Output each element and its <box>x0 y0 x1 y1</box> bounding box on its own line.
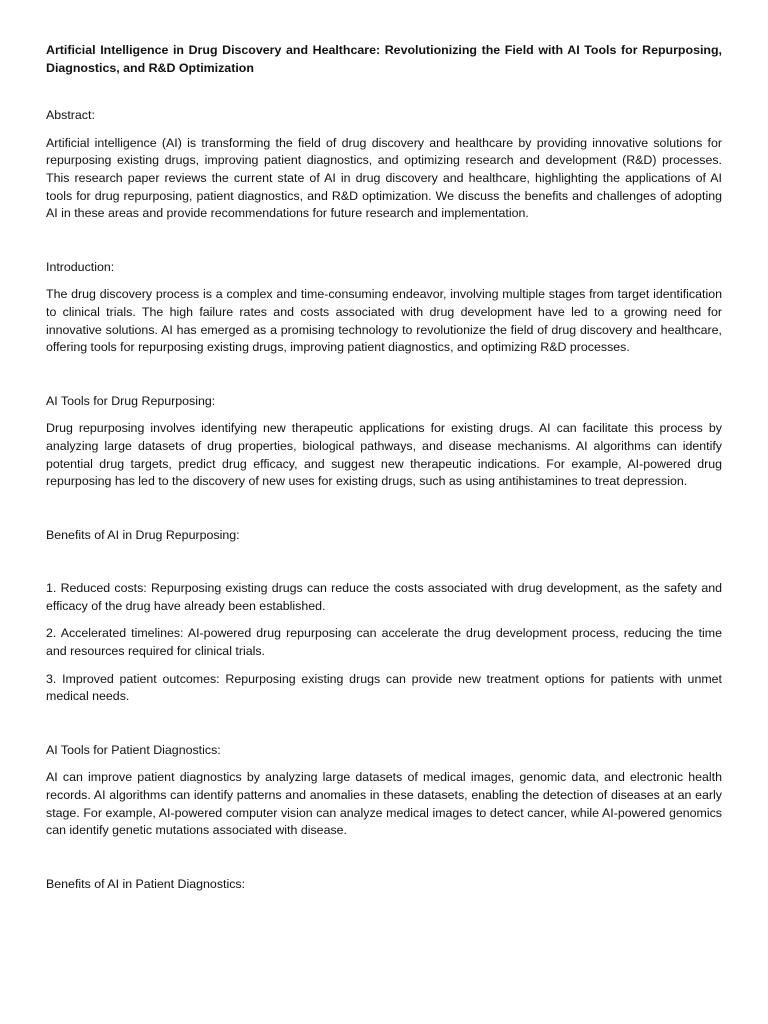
spacer <box>46 77 722 107</box>
spacer <box>46 661 722 671</box>
spacer <box>46 357 722 393</box>
repurposing-benefits-heading: Benefits of AI in Drug Repurposing: <box>46 527 240 542</box>
spacer <box>46 223 722 259</box>
spacer <box>46 544 722 580</box>
spacer <box>46 615 722 625</box>
introduction-paragraph: The drug discovery process is a complex and time-consuming endeavor, involving multiple stages from target identification to clinical trials. The high failure rates and costs associated with drug development have led to a growing need for innovative solutions. AI has emerged as a promising technology to revolutionize the field of drug discovery and healthcare, offering tools for repurposing existing drugs, improving patient diagnostics, and optimizing R&D processes. <box>46 287 722 355</box>
repurposing-paragraph: Drug repurposing involves identifying new therapeutic applications for existing drugs. AI can facilitate this process by analyzing large datasets of drug properties, biological pathways, and disease mechanisms. AI algorithms can identify potential drug targets, predict drug efficacy, and suggest new therapeutic indications. For example, AI-powered drug repurposing has led to the discovery of new uses for existing drugs, such as using antihistamines to treat depression. <box>46 421 722 489</box>
spacer <box>46 410 722 420</box>
spacer <box>46 276 722 286</box>
spacer <box>46 759 722 769</box>
spacer <box>46 491 722 527</box>
repurposing-heading: AI Tools for Drug Repurposing: <box>46 393 216 408</box>
list-item: 2. Accelerated timelines: AI-powered drug repurposing can accelerate the drug development process, reducing the time and resources required for clinical trials. <box>46 626 722 659</box>
diagnostics-heading: AI Tools for Patient Diagnostics: <box>46 742 221 757</box>
list-item: 1. Reduced costs: Repurposing existing drugs can reduce the costs associated with drug development, as the safety and efficacy of the drug have already been established. <box>46 581 722 613</box>
spacer <box>46 840 722 876</box>
abstract-heading: Abstract: <box>46 108 95 123</box>
diagnostics-benefits-heading: Benefits of AI in Patient Diagnostics: <box>46 876 246 891</box>
spacer <box>46 706 722 742</box>
document-title: Artificial Intelligence in Drug Discovery and Healthcare: Revolutionizing the Field with AI Tools for Repurposing, Diagnostics, and R&D Optimization <box>46 43 722 75</box>
introduction-heading: Introduction: <box>46 259 115 274</box>
abstract-paragraph: Artificial intelligence (AI) is transforming the field of drug discovery and healthcare by providing innovative solutions for repurposing existing drugs, improving patient diagnostics, and optimizing research and development (R&D) processes. This research paper reviews the current state of AI in drug discovery and healthcare, highlighting the applications of AI tools for drug repurposing, patient diagnostics, and R&D optimization. We discuss the benefits and challenges of adopting AI in these areas and provide recommendations for future research and implementation. <box>46 135 722 221</box>
document-page <box>46 42 722 893</box>
diagnostics-paragraph: AI can improve patient diagnostics by analyzing large datasets of medical images, genomic data, and electronic health records. AI algorithms can identify patterns and anomalies in these datasets, enabling the detection of diseases at an early stage. For example, AI-powered computer vision can analyze medical images to detect cancer, while AI-powered genomics can identify genetic mutations associated with disease. <box>46 770 722 838</box>
spacer <box>46 125 722 135</box>
list-item: 3. Improved patient outcomes: Repurposing existing drugs can provide new treatment options for patients with unmet medical needs. <box>46 671 722 704</box>
